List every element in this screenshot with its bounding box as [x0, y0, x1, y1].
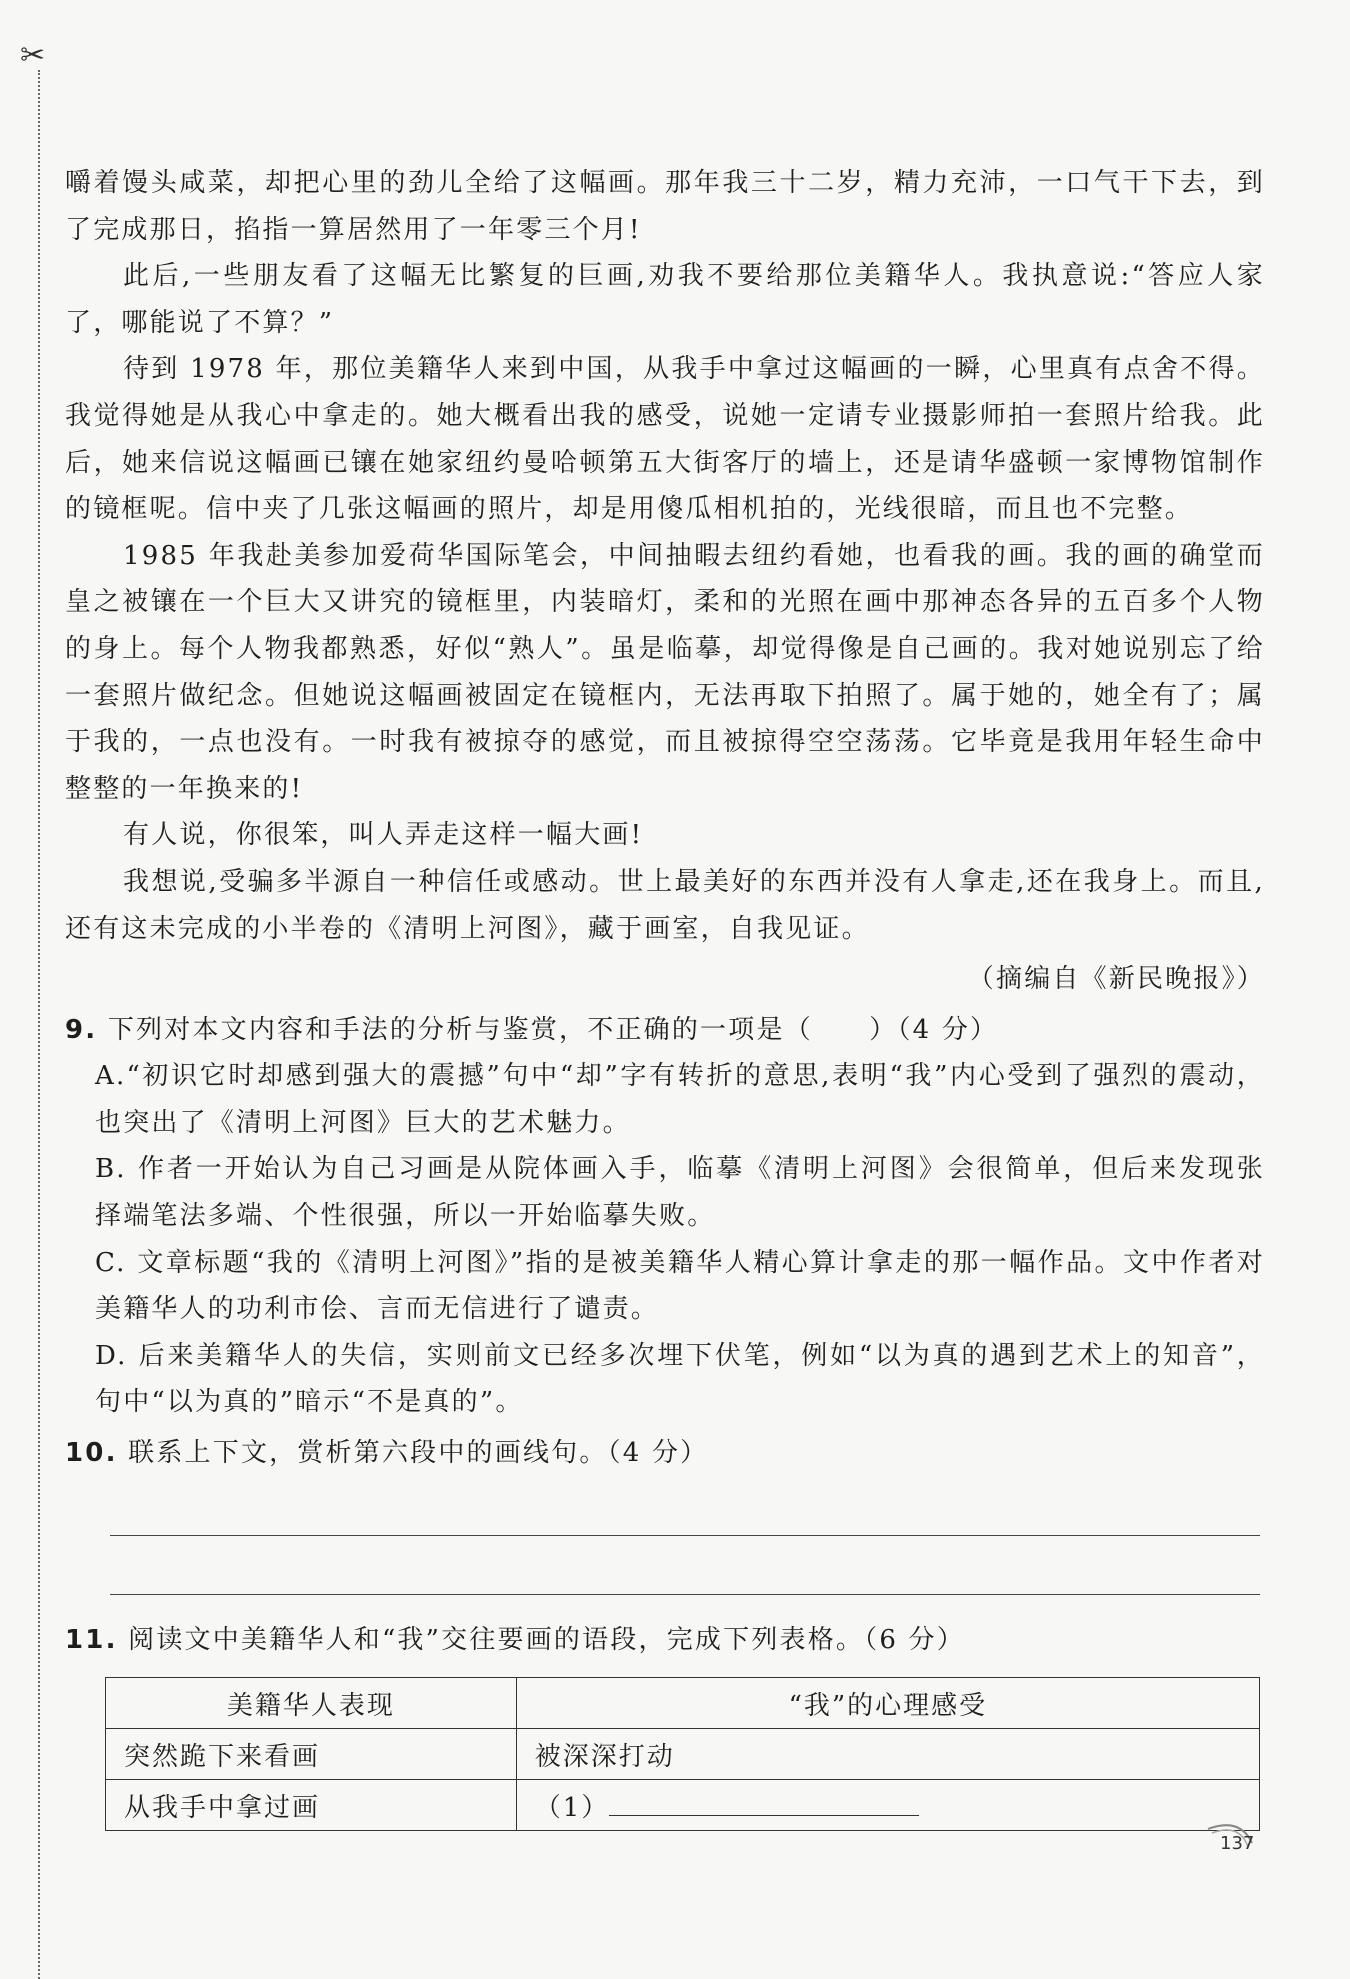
- table-cell[interactable]: [516, 1780, 1259, 1831]
- question-stem: 阅读文中美籍华人和“我”交往要画的语段，完成下列表格。（6 分）: [128, 1624, 965, 1655]
- question-stem: 下列对本文内容和手法的分析与鉴赏，不正确的一项是（ ）（4 分）: [107, 1014, 999, 1045]
- source-citation: （摘编自《新民晚报》）: [967, 964, 1265, 995]
- page-number-text: 137: [1220, 1833, 1255, 1854]
- table-row: [106, 1780, 1260, 1831]
- question-number: 9.: [65, 1014, 98, 1045]
- question-stem: 联系上下文，赏析第六段中的画线句。（4 分）: [128, 1438, 709, 1469]
- paragraph: 1985 年我赴美参加爱荷华国际笔会，中间抽暇去纽约看她，也看我的画。我的画的确堂而皇之被镶在一个巨大又讲究的镜框里，内装暗灯，柔和的光照在画中那神态各异的五百多个人物的身上。每个人物我都熟悉，好似“熟人”。虽是临摹，却觉得像是自己画的。我对她说别忘了给一套照片做纪念。但她说这幅画被固定在镜框内，无法再取下拍照了。属于她的，她全有了；属于我的，一点也没有。一时我有被掠夺的感觉，而且被掠得空空荡荡。它毕竟是我用年轻生命中整整的一年换来的!: [65, 540, 1265, 804]
- question-10: [65, 1430, 1265, 1477]
- table-cell: 从我手中拿过画: [106, 1780, 517, 1831]
- table-header: “我”的心理感受: [516, 1678, 1259, 1729]
- question-11: [65, 1617, 1265, 1664]
- answer-line[interactable]: [110, 1477, 1260, 1536]
- scissors-icon: ✂: [20, 38, 46, 73]
- paragraph: 待到 1978 年，那位美籍华人来到中国，从我手中拿过这幅画的一瞬，心里真有点舍不得。我觉得她是从我心中拿走的。她大概看出我的感受，说她一定请专业摄影师拍一套照片给我。此后，她来信说这幅画已镶在她家纽约曼哈顿第五大街客厅的墙上，还是请华盛顿一家博物馆制作的镜框呢。信中夹了几张这幅画的照片，却是用傻瓜相机拍的，光线很暗，而且也不完整。: [65, 354, 1265, 525]
- table-cell: 突然跪下来看画: [106, 1729, 517, 1780]
- table-row: [106, 1729, 1260, 1780]
- article-content: [65, 160, 1265, 1831]
- question-number: 11.: [65, 1624, 118, 1655]
- option-a: A.“初识它时却感到强大的震撼”句中“却”字有转折的意思,表明“我”内心受到了强烈的震动，也突出了《清明上河图》巨大的艺术魅力。: [95, 1061, 1265, 1138]
- table-header: 美籍华人表现: [106, 1678, 517, 1729]
- page-number: [1200, 1815, 1260, 1865]
- question-9: [65, 1007, 1265, 1054]
- option-c: C. 文章标题“我的《清明上河图》”指的是被美籍华人精心算计拿走的那一幅作品。文中作者对美籍华人的功利市侩、言而无信进行了谴责。: [95, 1247, 1265, 1325]
- option-d: D. 后来美籍华人的失信，实则前文已经多次埋下伏笔，例如“以为真的遇到艺术上的知音”，句中“以为真的”暗示“不是真的”。: [95, 1340, 1265, 1418]
- table-cell: 被深深打动: [516, 1729, 1259, 1780]
- paragraph: 此后,一些朋友看了这幅无比繁复的巨画,劝我不要给那位美籍华人。我执意说:“答应人家了，哪能说了不算？”: [65, 261, 1265, 338]
- table-header-row: [106, 1678, 1260, 1729]
- paragraph: 有人说，你很笨，叫人弄走这样一幅大画!: [123, 820, 644, 851]
- answer-table: [105, 1677, 1260, 1831]
- paragraph: 嚼着馒头咸菜，却把心里的劲儿全给了这幅画。那年我三十二岁，精力充沛，一口气干下去，到了完成那日，掐指一算居然用了一年零三个月!: [65, 168, 1265, 245]
- answer-line[interactable]: [110, 1536, 1260, 1595]
- blank-label: （1）: [534, 1792, 610, 1823]
- question-number: 10.: [65, 1438, 118, 1469]
- paragraph: 我想说,受骗多半源自一种信任或感动。世上最美好的东西并没有人拿走,还在我身上。而且,还有这未完成的小半卷的《清明上河图》，藏于画室，自我见证。: [65, 866, 1265, 944]
- cut-line: [38, 70, 40, 1979]
- option-b: B. 作者一开始认为自己习画是从院体画入手，临摹《清明上河图》会很简单，但后来发现张择端笔法多端、个性很强，所以一开始临摹失败。: [95, 1154, 1265, 1232]
- answer-blank[interactable]: [609, 1789, 919, 1816]
